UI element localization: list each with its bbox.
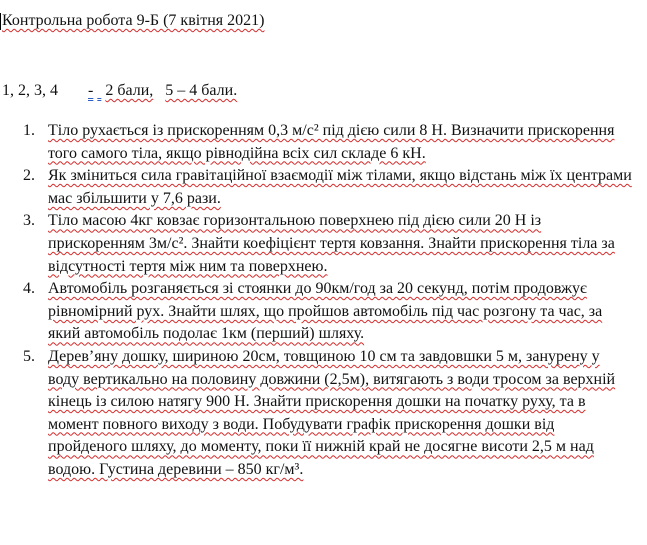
- task-number: 2.: [23, 167, 35, 185]
- title-text: Контрольна робота 9-Б (7 квітня 2021): [2, 12, 265, 29]
- task-text: Як зміниться сила гравітаційної взаємодії між тілами, якщо відстань між їх центрами мас збільшити у 7,6 рази.: [48, 167, 632, 207]
- text-cursor: [0, 13, 1, 30]
- task-text: Автомобіль розганяється зі стоянки до 90км/год за 20 секунд, потім продовжує рівномірний рух. Знайти шлях, що пройшов автомобіль під час розгону та час, за який автомобіль подолає 1км (перший) шляху.: [48, 280, 603, 343]
- task-item-1[interactable]: [23, 120, 633, 165]
- task-text: Дерев’яну дошку, шириною 20см, товщиною 10 см та завдовшки 5 м, занурену у воду вертикально на половину довжини (2,5м), витягають з води тросом за верхній кінець із силою натягу 900 Н. Знайти прискорення дошки на початку руху, та в момент повного виходу з води. Побудувати графік прискорення дошки від пройденого шляху, до моменту, поки її нижній край не досягне висоти 2,5 м над водою. Густина деревини – 850 кг/м³.: [48, 347, 616, 478]
- task-number: 3.: [23, 212, 35, 230]
- task-text: Тіло рухається із прискоренням 0,3 м/с² під дією сили 8 Н. Визначити прискорення того самого тіла, якщо рівнодійна всіх сил складе 6 кН.: [48, 122, 615, 162]
- task-item-3[interactable]: [23, 210, 633, 278]
- scoring-separator: -: [88, 82, 94, 99]
- task-number: 5.: [23, 347, 35, 365]
- task-item-5[interactable]: [23, 346, 633, 482]
- scoring-line[interactable]: [2, 81, 237, 101]
- task-item-2[interactable]: [23, 165, 633, 210]
- task-number: 4.: [23, 280, 35, 298]
- task-list: [23, 120, 633, 482]
- scoring-gap-underline: [97, 82, 101, 99]
- scoring-prefix: 1, 2, 3, 4: [2, 82, 58, 99]
- task-text: Тіло масою 4кг ковзає горизонтальною поверхнею під дією сили 20 Н із прискоренням 3м/с². Знайти коефіцієнт тертя ковзання. Знайти прискорення тіла за відсутності тертя між ним та поверхнею.: [48, 212, 615, 275]
- page-title[interactable]: [2, 11, 264, 31]
- scoring-part-1: 2 бали,: [105, 82, 154, 99]
- task-number: 1.: [23, 122, 35, 139]
- scoring-part-2: 5 – 4 бали.: [165, 82, 238, 99]
- scoring-gap-2: [157, 82, 161, 99]
- task-item-4[interactable]: [23, 278, 633, 346]
